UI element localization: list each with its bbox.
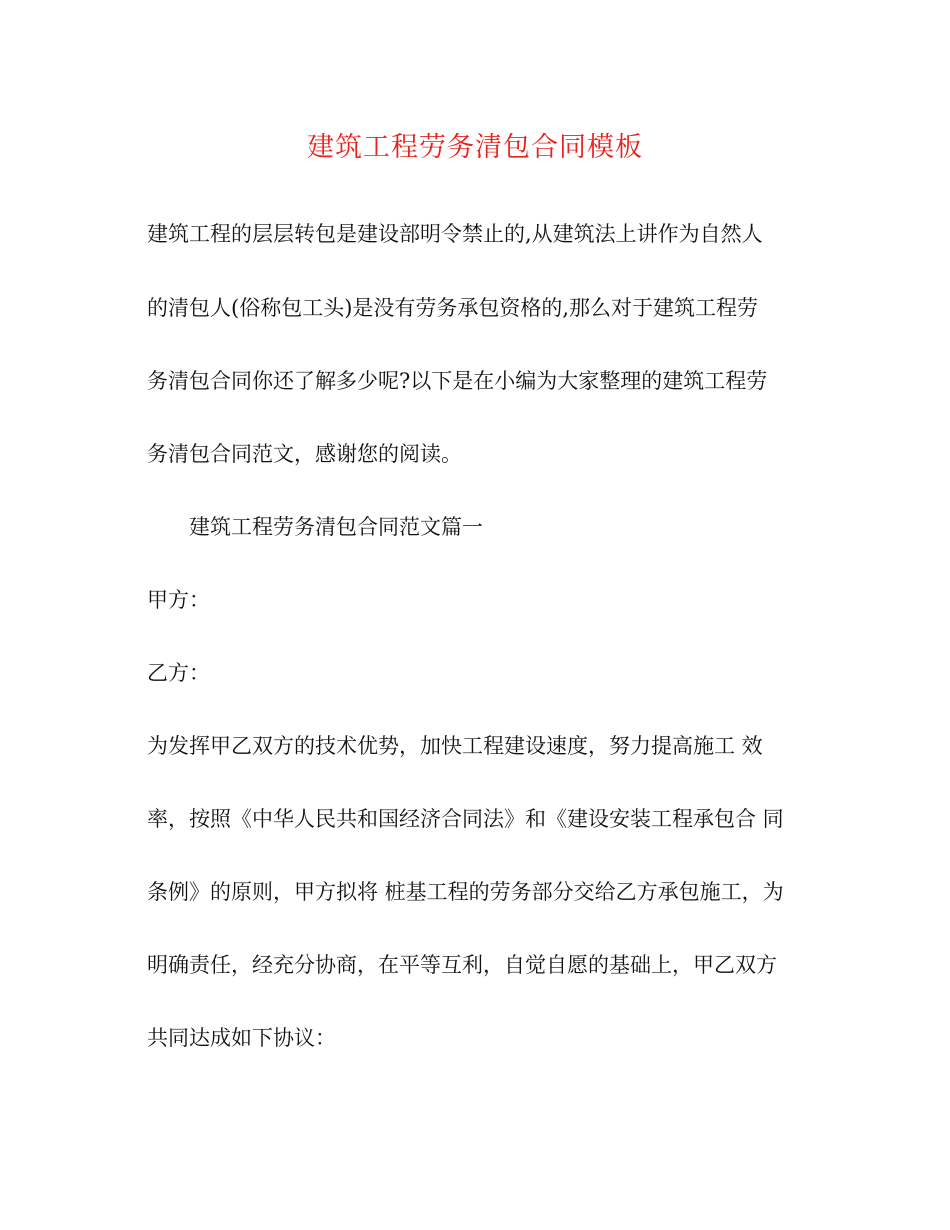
agreement-line-5: 共同达成如下协议：	[147, 1026, 336, 1050]
agreement-line-2: 率，按照《中华人民共和国经济合同法》和《建设安装工程承包合 同	[147, 807, 784, 831]
agreement-line-1: 为发挥甲乙双方的技术优势，加快工程建设速度，努力提高施工 效	[147, 734, 763, 758]
party-a-label: 甲方：	[147, 588, 210, 612]
paragraph-line-1: 建筑工程的层层转包是建设部明令禁止的,从建筑法上讲作为自然人	[147, 222, 763, 246]
party-b-label: 乙方：	[147, 661, 210, 685]
agreement-line-4: 明确责任，经充分协商，在平等互利，自觉自愿的基础上，甲乙双方	[147, 953, 777, 977]
document-title: 建筑工程劳务清包合同模板	[307, 132, 643, 163]
section-heading: 建筑工程劳务清包合同范文篇一	[189, 515, 483, 539]
paragraph-line-2: 的清包人(俗称包工头)是没有劳务承包资格的,那么对于建筑工程劳	[147, 296, 759, 320]
agreement-line-3: 条例》的原则，甲方拟将 桩基工程的劳务部分交给乙方承包施工，为	[147, 880, 784, 904]
paragraph-line-3: 务清包合同你还了解多少呢?以下是在小编为大家整理的建筑工程劳	[147, 369, 768, 393]
paragraph-line-4: 务清包合同范文，感谢您的阅读。	[147, 442, 462, 466]
